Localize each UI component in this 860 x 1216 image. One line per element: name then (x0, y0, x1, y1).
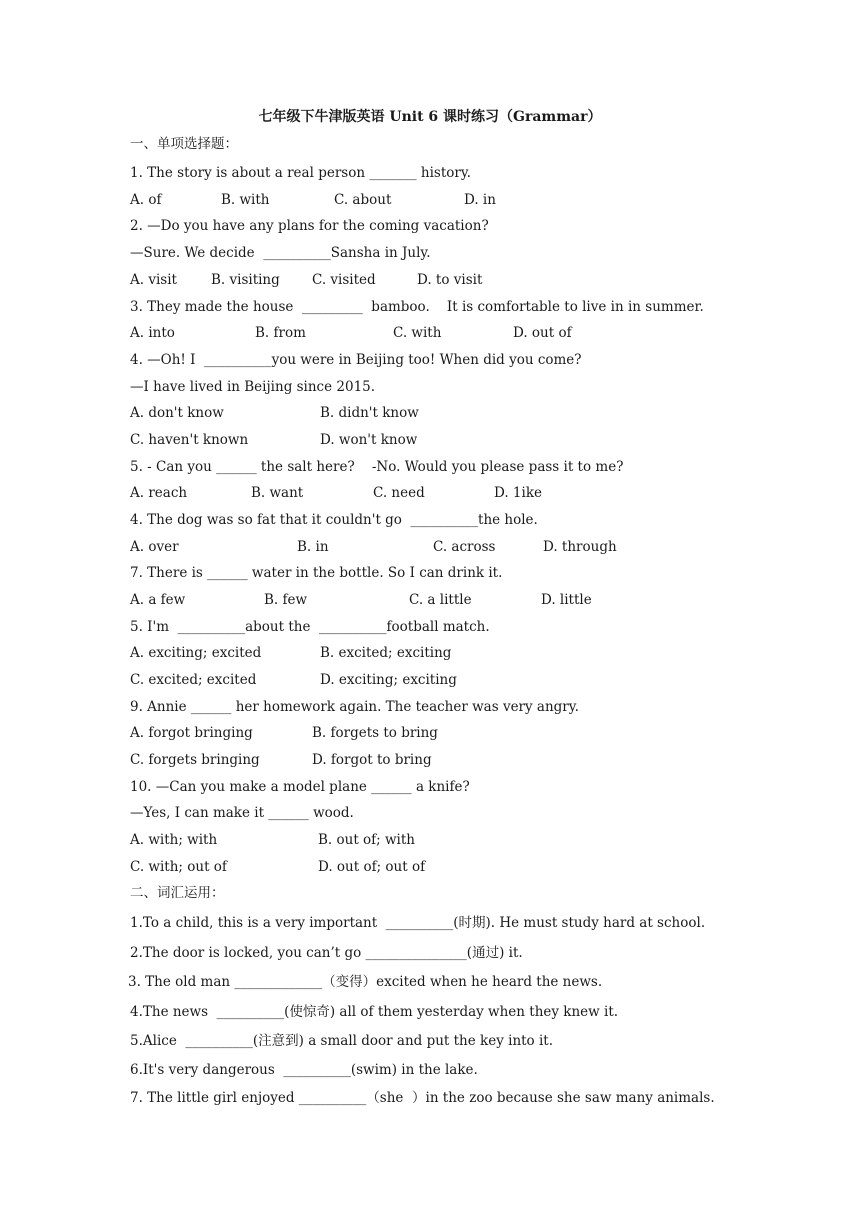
option-8d: D. exciting; exciting (320, 672, 457, 688)
option-4a: A. don't know (130, 405, 224, 421)
option-4d: D. won't know (320, 432, 418, 448)
page-title: 七年级下牛津版英语 Unit 6 课时练习（Grammar） (258, 109, 602, 125)
option-5a: A. reach (130, 485, 188, 501)
option-1d: D. in (464, 192, 496, 208)
option-1a: A. of (130, 192, 162, 208)
option-6a: A. over (130, 539, 179, 555)
option-5d: D. 1ike (494, 485, 543, 501)
option-6d: D. through (543, 539, 617, 555)
option-2c: C. visited (312, 272, 376, 288)
option-5c: C. need (373, 485, 425, 501)
option-5b: B. want (251, 485, 304, 501)
option-2d: D. to visit (417, 272, 483, 288)
vocab-1: 1.To a child, this is a very important __________(时期). He must study hard at school. (130, 915, 706, 931)
question-5: 5. - Can you ______ the salt here? -No. Would you please pass it to me? (130, 459, 624, 475)
question-6: 4. The dog was so fat that it couldn't go __________the hole. (130, 512, 538, 528)
vocab-3: 3. The old man _____________（变得）excited when he heard the news. (128, 974, 603, 990)
section-heading-vocab: 二、词汇运用： (130, 885, 225, 901)
option-4c: C. haven't known (130, 432, 249, 448)
option-7d: D. little (541, 592, 592, 608)
question-2-reply: —Sure. We decide __________Sansha in July. (130, 245, 431, 261)
question-3: 3. They made the house _________ bamboo. It is comfortable to live in in summer. (130, 299, 704, 315)
option-4b: B. didn't know (320, 405, 419, 421)
vocab-6: 6.It's very dangerous __________(swim) in the lake. (130, 1062, 478, 1078)
vocab-2: 2.The door is locked, you can’t go _______________(通过) it. (130, 945, 523, 961)
question-4-reply: —I have lived in Beijing since 2015. (130, 379, 376, 395)
vocab-5: 5.Alice __________(注意到) a small door and put the key into it. (130, 1033, 554, 1049)
option-6c: C. across (433, 539, 496, 555)
vocab-4: 4.The news __________(使惊奇) all of them yesterday when they knew it. (130, 1004, 619, 1020)
option-10a: A. with; with (130, 832, 218, 848)
option-3a: A. into (130, 325, 175, 341)
option-7a: A. a few (130, 592, 186, 608)
option-10c: C. with; out of (130, 859, 227, 875)
vocab-7: 7. The little girl enjoyed __________（she ）in the zoo because she saw many animals. (130, 1090, 715, 1106)
option-9b: B. forgets to bring (312, 725, 438, 741)
option-2a: A. visit (130, 272, 177, 288)
option-10d: D. out of; out of (318, 859, 426, 875)
option-8b: B. excited; exciting (320, 645, 452, 661)
option-7b: B. few (264, 592, 308, 608)
option-9a: A. forgot bringing (130, 725, 253, 741)
question-9: 9. Annie ______ her homework again. The teacher was very angry. (130, 699, 579, 715)
option-3d: D. out of (513, 325, 572, 341)
question-10-reply: —Yes, I can make it ______ wood. (130, 805, 354, 821)
section-heading-choice: 一、单项选择题： (130, 136, 238, 152)
option-9c: C. forgets bringing (130, 752, 260, 768)
question-2: 2. —Do you have any plans for the coming vacation? (130, 218, 489, 234)
question-8: 5. I'm __________about the __________football match. (130, 619, 490, 635)
option-8a: A. exciting; excited (130, 645, 262, 661)
question-7: 7. There is ______ water in the bottle. So I can drink it. (130, 565, 503, 581)
option-2b: B. visiting (211, 272, 280, 288)
option-7c: C. a little (409, 592, 472, 608)
question-4: 4. —Oh! I __________you were in Beijing too! When did you come? (130, 352, 582, 368)
option-3b: B. from (255, 325, 306, 341)
option-3c: C. with (393, 325, 442, 341)
option-8c: C. excited; excited (130, 672, 257, 688)
option-1c: C. about (334, 192, 392, 208)
question-10: 10. —Can you make a model plane ______ a knife? (130, 779, 470, 795)
question-1: 1. The story is about a real person _______ history. (130, 165, 471, 181)
option-10b: B. out of; with (318, 832, 415, 848)
option-9d: D. forgot to bring (312, 752, 432, 768)
option-6b: B. in (297, 539, 329, 555)
option-1b: B. with (221, 192, 270, 208)
